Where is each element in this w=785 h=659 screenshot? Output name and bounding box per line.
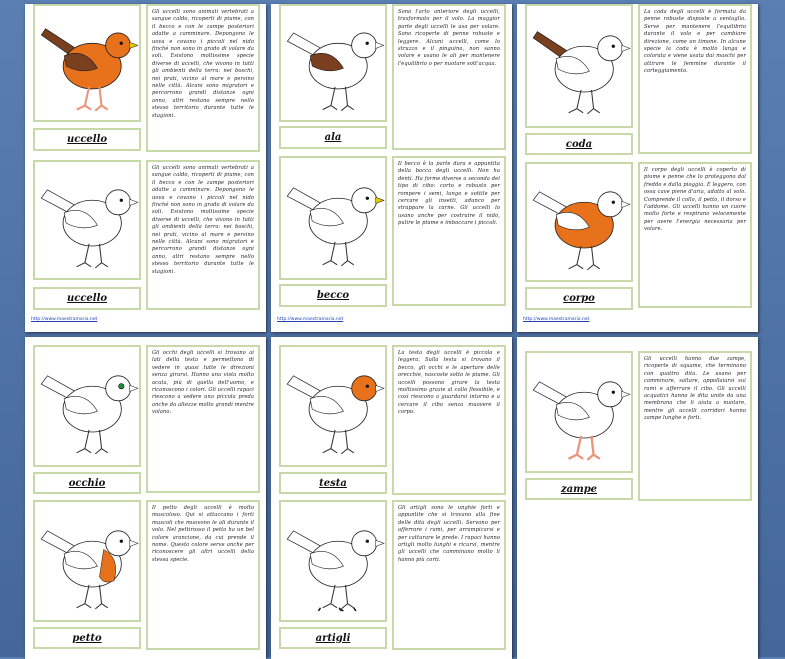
card-description: Sono l'arto anteriore degli uccelli, trasformato per il volo. La maggior parte degli uccelli le usa per volare. Sono ricoperte di penne robuste e leggere. Alcuni uccelli, come lo struzzo e il pinguino, non sanno volare e usano le ali per mantenere l'equilibrio o per nuotare sott'acqua. xyxy=(392,4,506,150)
card-description: Gli uccelli sono animali vertebrati a sangue caldo, ricoperti di piume, con il becco e con le zampe posteriori adatte a camminare. Depongono le uova e covano i piccoli nel nido finché non sono in grado di volare da soli. Esistono moltissime specie diverse di uccelli, che vivono in tutti gli ambienti della terra: nei boschi, nei prati, vicino al mare e persino nelle città. Alcuni sono migratori e percorrono grandi distanze ogni anno, altri restano sempre nello stesso territorio durante tutte le stagioni. xyxy=(146,160,260,310)
card-description: Gli occhi degli uccelli si trovano ai lati della testa e permettono di vedere in quasi tutte le direzioni senza girarsi. Hanno una vista molto acuta, più di quella dell'uomo, e riconoscono i colori. Gli uccelli rapaci riescono a vedere una piccola preda anche da altezze molto grandi mentre volano. xyxy=(146,345,260,493)
source-link[interactable]: http://www.maestramaria.net xyxy=(31,317,98,322)
robin-icon xyxy=(35,347,139,465)
card-description: Gli uccelli sono animali vertebrati a sangue caldo, ricoperti di piume, con il becco e con le zampe posteriori adatte a camminare. Depongono le uova e covano i piccoli nel nido finché non sono in grado di volare da soli. Esistono moltissime specie diverse di uccelli, che vivono in tutti gli ambienti della terra: nei boschi, nei prati, vicino al mare e persino nelle città. Alcuni sono migratori e percorrono grandi distanze ogni anno, altri restano sempre nello stesso territorio durante tutte le stagioni. xyxy=(146,4,260,152)
card-description: Gli uccelli hanno due zampe, ricoperte di squame, che terminano con quattro dita. Le usano per camminare, saltare, appollaiarsi sui rami e afferrare il cibo. Gli uccelli acquatici hanno le dita unite da una membrana che li aiuta a nuotare, mentre gli uccelli corridori hanno zampe lunghe e forti. xyxy=(638,351,752,501)
robin-icon xyxy=(527,6,631,126)
robin-icon xyxy=(281,6,385,120)
robin-icon xyxy=(35,162,139,278)
robin-icon xyxy=(35,6,139,120)
card-label: coda xyxy=(525,133,633,155)
robin-icon xyxy=(281,502,385,620)
card-description: Il corpo degli uccelli è coperto di piume e penne che lo proteggono dal freddo e dalla pioggia. È leggero, con ossa cave piene d'aria, adatto al volo. Comprende il collo, il petto, il dorso e l'addome. Gli uccelli hanno un cuore molto forte e respirano velocemente per avere l'energia necessaria per volare. xyxy=(638,162,752,308)
robin-outline-picture xyxy=(33,160,141,280)
card-label: occhio xyxy=(33,472,141,494)
card-description: La coda degli uccelli è formata da penne robuste disposte a ventaglio. Serve per mantenere l'equilibrio durante il volo e per cambiare direzione, come un timone. In alcune specie la coda è molto lunga e colorata e viene usata dai maschi per attirare le femmine durante il corteggiamento. xyxy=(638,4,752,154)
card-label: becco xyxy=(279,284,387,307)
robin-icon xyxy=(527,353,631,471)
card-label: uccello xyxy=(33,128,141,151)
worksheet-page-3 xyxy=(517,4,758,332)
robin-icon xyxy=(527,164,631,280)
card-label: testa xyxy=(279,472,387,494)
worksheet-page-1 xyxy=(25,4,266,332)
worksheet-page-5 xyxy=(271,337,512,659)
robin-wing-picture xyxy=(279,4,387,122)
card-description: Il petto degli uccelli è molto muscoloso. Qui si attaccano i forti muscoli che muovono le ali durante il volo. Nel pettirosso il petto ha un bel colore arancione, da cui prende il nome. Questo colore serve anche per riconoscere gli altri uccelli della stessa specie. xyxy=(146,500,260,650)
worksheet-page-2 xyxy=(271,4,512,332)
robin-eye-picture xyxy=(33,345,141,467)
source-link[interactable]: http://www.maestramaria.net xyxy=(277,317,344,322)
robin-tail-picture xyxy=(525,4,633,128)
robin-beak-picture xyxy=(279,156,387,280)
robin-icon xyxy=(35,502,139,620)
robin-full-color-picture xyxy=(33,4,141,122)
robin-icon xyxy=(281,347,385,465)
robin-body-picture xyxy=(525,162,633,282)
card-label: zampe xyxy=(525,478,633,500)
card-label: ala xyxy=(279,126,387,149)
card-label: uccello xyxy=(33,287,141,310)
card-description: La testa degli uccelli è piccola e leggera. Sulla testa si trovano il becco, gli occhi e le aperture delle orecchie, nascoste sotto le piume. Gli uccelli possono girare la testa moltissimo grazie al collo flessibile, e così riescono a guardarsi intorno e a cercare il cibo senza muovere il corpo. xyxy=(392,345,506,495)
robin-icon xyxy=(281,158,385,278)
source-link[interactable]: http://www.maestramaria.net xyxy=(523,317,590,322)
robin-legs-picture xyxy=(525,351,633,473)
card-description: Gli artigli sono le unghie forti e appuntite che si trovano alla fine delle dita degli uccelli. Servono per afferrare i rami, per arrampicarsi e per catturare le prede. I rapaci hanno artigli molto lunghi e ricurvi, mentre gli uccelli che camminano molto li hanno più corti. xyxy=(392,500,506,650)
card-description: Il becco è la parte dura e appuntita della bocca degli uccelli. Non ha denti. Ha forme diverse a seconda del tipo di cibo: corto e robusto per rompere i semi, lungo e sottile per cercare gli insetti, adunco per strappare la carne. Gli uccelli lo usano anche per costruire il nido, pulire le piume e imboccare i piccoli. xyxy=(392,156,506,306)
worksheet-page-6 xyxy=(517,337,758,659)
card-label: corpo xyxy=(525,287,633,310)
card-label: artigli xyxy=(279,627,387,649)
worksheet-page-4 xyxy=(25,337,266,659)
robin-claws-picture xyxy=(279,500,387,622)
card-label: petto xyxy=(33,627,141,649)
robin-breast-picture xyxy=(33,500,141,622)
robin-head-picture xyxy=(279,345,387,467)
